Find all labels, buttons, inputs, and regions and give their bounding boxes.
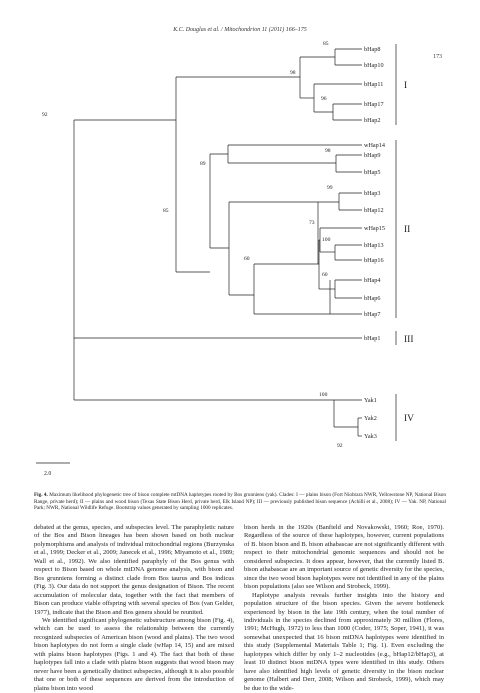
- leaf-label: bHap4: [364, 277, 381, 284]
- leaf-labels: [364, 46, 385, 440]
- leaf-label: bHap2: [364, 117, 381, 124]
- body-paragraph: Haplotype analysis reveals further insights into the history and population structure of the bison species. Given the severe bottleneck experienced by bison in the late 19th century, when the total number of individuals in the species declined from approximately 30 million (Flores, 1991; McHugh, 1972) to less than 1000 (Coder, 1975; Soper, 1941), it was somewhat unexpected that 16 bison mtDNA haplotypes were identified in this study (Supplemental Materials Table 1; Fig. 1). Even excluding the haplotypes which differ by only 1–2 nucleotides (e.g., bHap12/bHap3), at least 10 distinct bison mtDNA types were identified in this study. Others have also identified high levels of genetic diversity in the bison nuclear genome (Halbert and Derr, 2008; Wilson and Strobeck, 1999), which may be due to the wide-: [244, 591, 444, 692]
- body-paragraph: We identified significant phylogenetic substructure among bison (Fig. 4), which can be used to assess the relationship between the currently recognized subspecies of American bison (wood and plains). The two wood bison haplotypes do not form a single clade (wHap 14, 15) and are mixed with plains bison haplotypes (Figs. 1 and 4). The fact that both of these haplotypes fall into a clade with plains bison suggests that wood bison may never have been a genetically distinct subspecies, although it is also possible that one or both of these sequences are derived from the introduction of plains bison into wood: [34, 616, 234, 692]
- leaf-label: bHap16: [364, 257, 384, 264]
- figure-caption: [34, 492, 446, 512]
- bootstrap-value: 85: [323, 41, 329, 47]
- bootstrap-value: 60: [244, 256, 250, 262]
- leaf-label: Yak2: [364, 415, 377, 422]
- leaf-label: wHap14: [364, 142, 385, 149]
- bootstrap-value: 96: [321, 96, 327, 102]
- leaf-label: bHap8: [364, 46, 381, 53]
- running-head-text: K.C. Douglas et al. / Mitochondrion 11 (2011) 166–175: [173, 27, 307, 33]
- figure-caption-label: Fig. 4.: [34, 492, 48, 498]
- bootstrap-value: 100: [319, 392, 328, 398]
- clade-label: II: [404, 225, 411, 235]
- leaf-label: bHap12: [364, 207, 384, 214]
- bootstrap-value: 92: [42, 112, 48, 118]
- leaf-label: bHap17: [364, 101, 384, 108]
- bootstrap-value: 98: [290, 70, 296, 76]
- bootstrap-value: 98: [325, 148, 331, 154]
- bootstrap-value: 89: [200, 161, 206, 167]
- body-column-right: [244, 524, 444, 693]
- bootstrap-value: 85: [163, 208, 169, 214]
- leaf-label: bHap9: [364, 152, 381, 159]
- leaf-label: Yak3: [364, 433, 377, 440]
- bootstrap-value: 99: [327, 185, 333, 191]
- leaf-label: bHap3: [364, 190, 381, 197]
- clade-labels: [404, 81, 414, 424]
- leaf-label: bHap13: [364, 242, 384, 249]
- bootstrap-value: 100: [322, 237, 331, 243]
- leaf-label: Yak1: [364, 397, 377, 404]
- leaf-label: bHap10: [364, 62, 384, 69]
- body-paragraph: debated at the genus, species, and subspecies level. The paraphyletic nature of the Bos and Bison lineages has been shown based on both nuclear polymorphisms and analysis of individual mitochondrial regions (Burzynska et al., 1999; Decker et al., 2009; Janecek et al., 1996; Miyamoto et al., 1989; Wall et al., 1992). We also identified paraphyly of the Bos genus with respect to Bison based on whole mtDNA genome analysis, with bison and Bos grunniens forming a distinct clade from Bos taurus and Bos indicus (Fig. 3). Our data do not support the genus designation of Bison. The recent accumulation of molecular data, together with the fact that members of Bison can produce viable offspring with several species of Bos (van Gelder, 1977), indicate that the Bison and Bos genera should be reunited.: [34, 524, 234, 616]
- scale-bar-label: 2.0: [44, 471, 52, 477]
- leaf-label: bHap1: [364, 335, 381, 342]
- leaf-label: bHap5: [364, 169, 381, 176]
- bootstrap-value: 60: [322, 272, 328, 278]
- leaf-label: bHap11: [364, 81, 384, 88]
- clade-label: III: [404, 335, 414, 345]
- body-paragraph: bison herds in the 1920s (Banfield and Novakowski, 1960; Roe, 1970). Regardless of the source of these haplotypes, however, current populations of B. bison bison and B. bison athabascae are not significantly different with respect to their mitochondrial genomic sequences and should not be considered subspecies. It does appear, however, that the currently listed B. bison athabascae are an important source of genetic diversity for the species, since the two wood bison haplotypes were not identified in any of the plains bison populations (also see Wilson and Strobeck, 1999).: [244, 524, 444, 591]
- body-column-left: [34, 524, 234, 693]
- bootstrap-value: 92: [337, 443, 343, 449]
- figure-caption-text: Maximum likelihood phylogenetic tree of bison complete mtDNA haplotypes rooted by Bos grunniens (yak). Clades: I — plains bison (Fort Niobrara NWR, Yellowstone NP, National Bison Range, private herd); II — plains and wood bison (Texas State Bison Herd, private herd, Elk Island NP); III — previously published bison sequence (Achilli et al., 2008); IV — Yak. NP, National Park; NWR, National Wildlife Refuge. Bootstrap values generated by sampling 1000 replicates.: [34, 492, 446, 512]
- leaf-label: bHap7: [364, 311, 381, 318]
- tree-branches: [36, 44, 396, 463]
- leaf-label: bHap6: [364, 295, 381, 302]
- clade-label: IV: [404, 414, 415, 424]
- page-number: 173: [433, 54, 442, 60]
- leaf-label: wHap15: [364, 225, 385, 232]
- bootstrap-value: 73: [309, 220, 315, 226]
- bootstrap-values: [42, 41, 343, 449]
- clade-label: I: [404, 81, 408, 91]
